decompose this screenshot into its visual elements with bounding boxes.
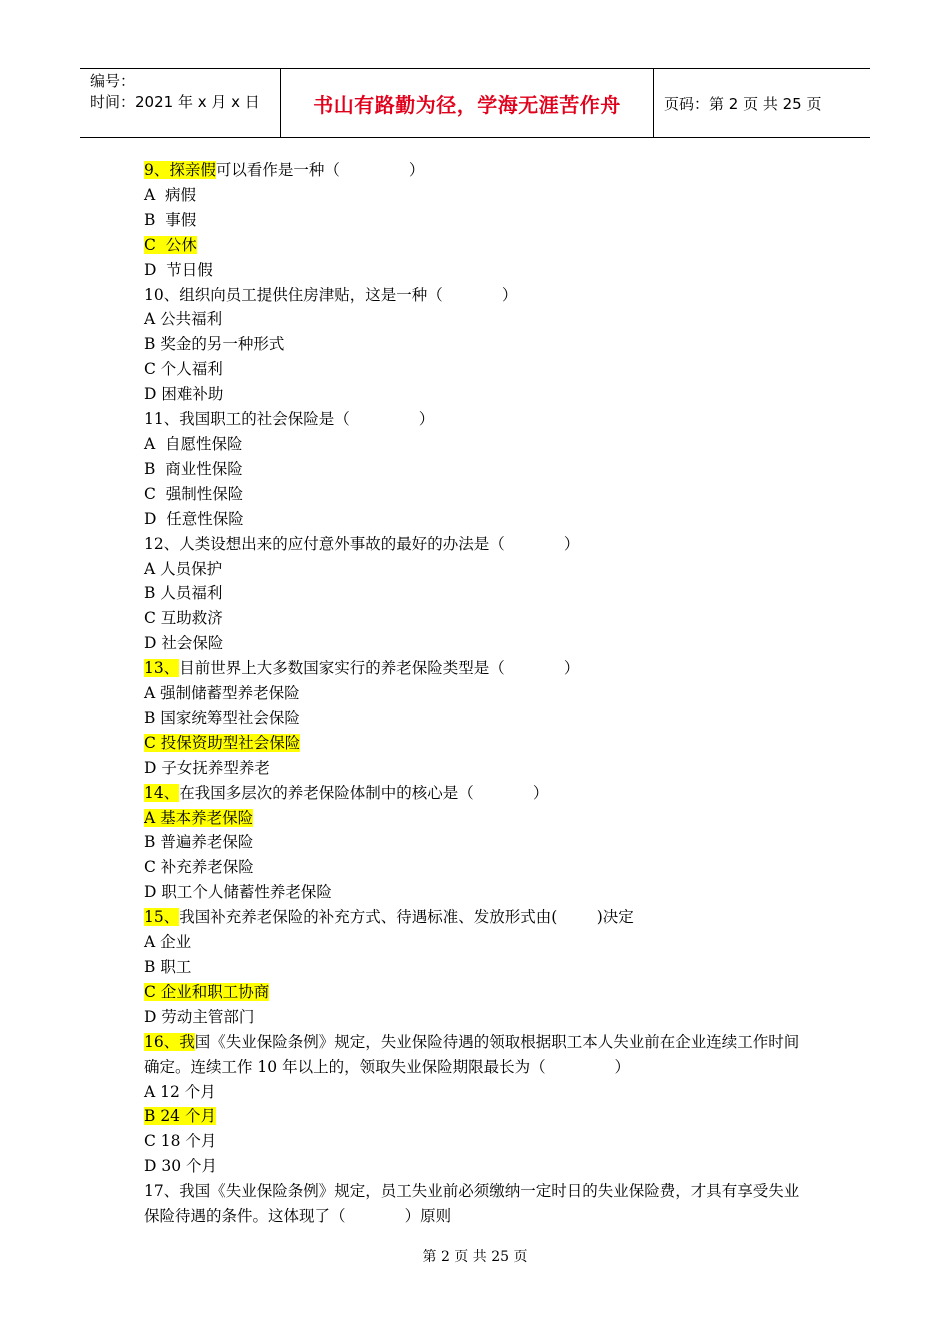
number-label: 编号： <box>90 72 136 90</box>
option-text: C 18 个月 <box>144 1132 217 1151</box>
stem-text: 可以看作是一种（ ） <box>215 161 425 179</box>
question-list <box>144 158 804 1229</box>
header-meta <box>80 69 281 137</box>
option-text: C 强制性保险 <box>144 484 244 503</box>
option-text: A 强制储蓄型养老保险 <box>144 684 300 703</box>
question-item <box>144 656 804 781</box>
option-text: C 个人福利 <box>144 360 223 379</box>
stem-text: 目前世界上大多数国家实行的养老保险类型是（ ） <box>179 659 580 678</box>
highlighted-text: 14、 <box>144 783 180 802</box>
highlighted-text: 15、 <box>144 908 180 927</box>
highlighted-answer: B 24 个月 <box>144 1107 216 1126</box>
highlighted-answer: C 公休 <box>144 235 197 254</box>
question-stem <box>144 407 804 432</box>
answer-option <box>144 880 804 905</box>
page-footer: 第 2 页 共 25 页 <box>422 1249 528 1265</box>
answer-option <box>144 830 804 855</box>
highlighted-text: 16、我 <box>144 1032 195 1051</box>
option-text: A 公共福利 <box>144 310 223 329</box>
question-item <box>144 283 804 408</box>
header-page-info: 页码：第 2 页 共 25 页 <box>664 94 822 113</box>
question-stem <box>144 656 804 681</box>
answer-option <box>144 258 804 283</box>
answer-option <box>144 457 804 482</box>
answer-option <box>144 955 804 980</box>
option-text: D 节日假 <box>144 260 213 279</box>
answer-option <box>144 806 804 831</box>
option-text: B 职工 <box>144 958 192 976</box>
answer-option <box>144 507 804 532</box>
question-item <box>144 407 804 532</box>
option-text: D 任意性保险 <box>144 509 244 528</box>
answer-option <box>144 183 804 208</box>
answer-option <box>144 482 804 507</box>
answer-option <box>144 332 804 357</box>
stem-text: 我国补充养老保险的补充方式、待遇标准、发放形式由( )决定 <box>179 908 634 927</box>
answer-option <box>144 855 804 880</box>
option-text: B 普遍养老保险 <box>144 833 254 852</box>
option-text: A 人员保护 <box>144 559 223 578</box>
question-item <box>144 905 804 1030</box>
answer-option <box>144 432 804 457</box>
question-item <box>144 1179 804 1229</box>
question-item <box>144 532 804 657</box>
answer-option <box>144 557 804 582</box>
option-text: D 子女抚养型养老 <box>144 758 270 777</box>
stem-text: 10、组织向员工提供住房津贴，这是一种（ ） <box>144 285 518 304</box>
answer-option <box>144 706 804 731</box>
highlighted-text: 9、探亲假 <box>144 161 216 179</box>
option-text: B 事假 <box>144 210 197 229</box>
option-text: B 商业性保险 <box>144 459 243 478</box>
option-text: D 30 个月 <box>144 1157 218 1176</box>
answer-option <box>144 631 804 656</box>
option-text: B 人员福利 <box>144 584 223 603</box>
question-stem <box>144 905 804 930</box>
question-stem <box>144 532 804 557</box>
question-item <box>144 1030 804 1179</box>
option-text: A 病假 <box>144 185 197 204</box>
question-item <box>144 781 804 906</box>
answer-option <box>144 731 804 756</box>
stem-text: 12、人类设想出来的应付意外事故的最好的办法是（ ） <box>144 534 580 553</box>
answer-option <box>144 1104 804 1129</box>
answer-option <box>144 1080 804 1105</box>
answer-option <box>144 980 804 1005</box>
answer-option <box>144 382 804 407</box>
stem-text: 17、我国《失业保险条例》规定，员工失业前必须缴纳一定时日的失业保险费，才具有享受失业保险待遇的条件。这体现了（ ）原则 <box>144 1182 800 1226</box>
answer-option <box>144 357 804 382</box>
answer-option <box>144 581 804 606</box>
answer-option <box>144 681 804 706</box>
option-text: D 职工个人储蓄性养老保险 <box>144 883 332 902</box>
question-stem <box>144 158 804 183</box>
highlighted-answer: A 基本养老保险 <box>144 808 254 827</box>
answer-option <box>144 208 804 233</box>
time-label: 时间：2021 年 x 月 x 日 <box>90 93 260 111</box>
answer-option <box>144 307 804 332</box>
option-text: A 12 个月 <box>144 1082 216 1101</box>
answer-option <box>144 930 804 955</box>
highlighted-answer: C 企业和职工协商 <box>144 982 270 1001</box>
answer-option <box>144 756 804 781</box>
question-stem <box>144 781 804 806</box>
answer-option <box>144 1005 804 1030</box>
option-text: D 困难补助 <box>144 385 224 404</box>
stem-text: 在我国多层次的养老保险体制中的核心是（ ） <box>179 783 549 802</box>
option-text: B 奖金的另一种形式 <box>144 335 285 354</box>
header-motto: 书山有路勤为径，学海无涯苦作舟 <box>281 69 654 137</box>
answer-option <box>144 1129 804 1154</box>
option-text: A 自愿性保险 <box>144 434 243 453</box>
page-header <box>80 68 870 138</box>
highlighted-text: 13、 <box>144 659 180 678</box>
option-text: D 劳动主管部门 <box>144 1007 255 1026</box>
answer-option <box>144 1154 804 1179</box>
option-text: D 社会保险 <box>144 634 224 653</box>
stem-text: 11、我国职工的社会保险是（ ） <box>144 410 435 429</box>
question-stem <box>144 1179 804 1229</box>
option-text: C 补充养老保险 <box>144 858 254 877</box>
option-text: A 企业 <box>144 933 192 952</box>
highlighted-answer: C 投保资助型社会保险 <box>144 733 301 752</box>
answer-option <box>144 606 804 631</box>
question-stem <box>144 283 804 308</box>
question-stem <box>144 1030 804 1080</box>
answer-option <box>144 233 804 258</box>
option-text: C 互助救济 <box>144 609 223 628</box>
stem-text: 国《失业保险条例》规定，失业保险待遇的领取根据职工本人失业前在企业连续工作时间确定。连续工作 10 年以上的，领取失业保险期限最长为（ ） <box>144 1032 800 1076</box>
option-text: B 国家统筹型社会保险 <box>144 708 300 727</box>
question-item <box>144 158 804 283</box>
